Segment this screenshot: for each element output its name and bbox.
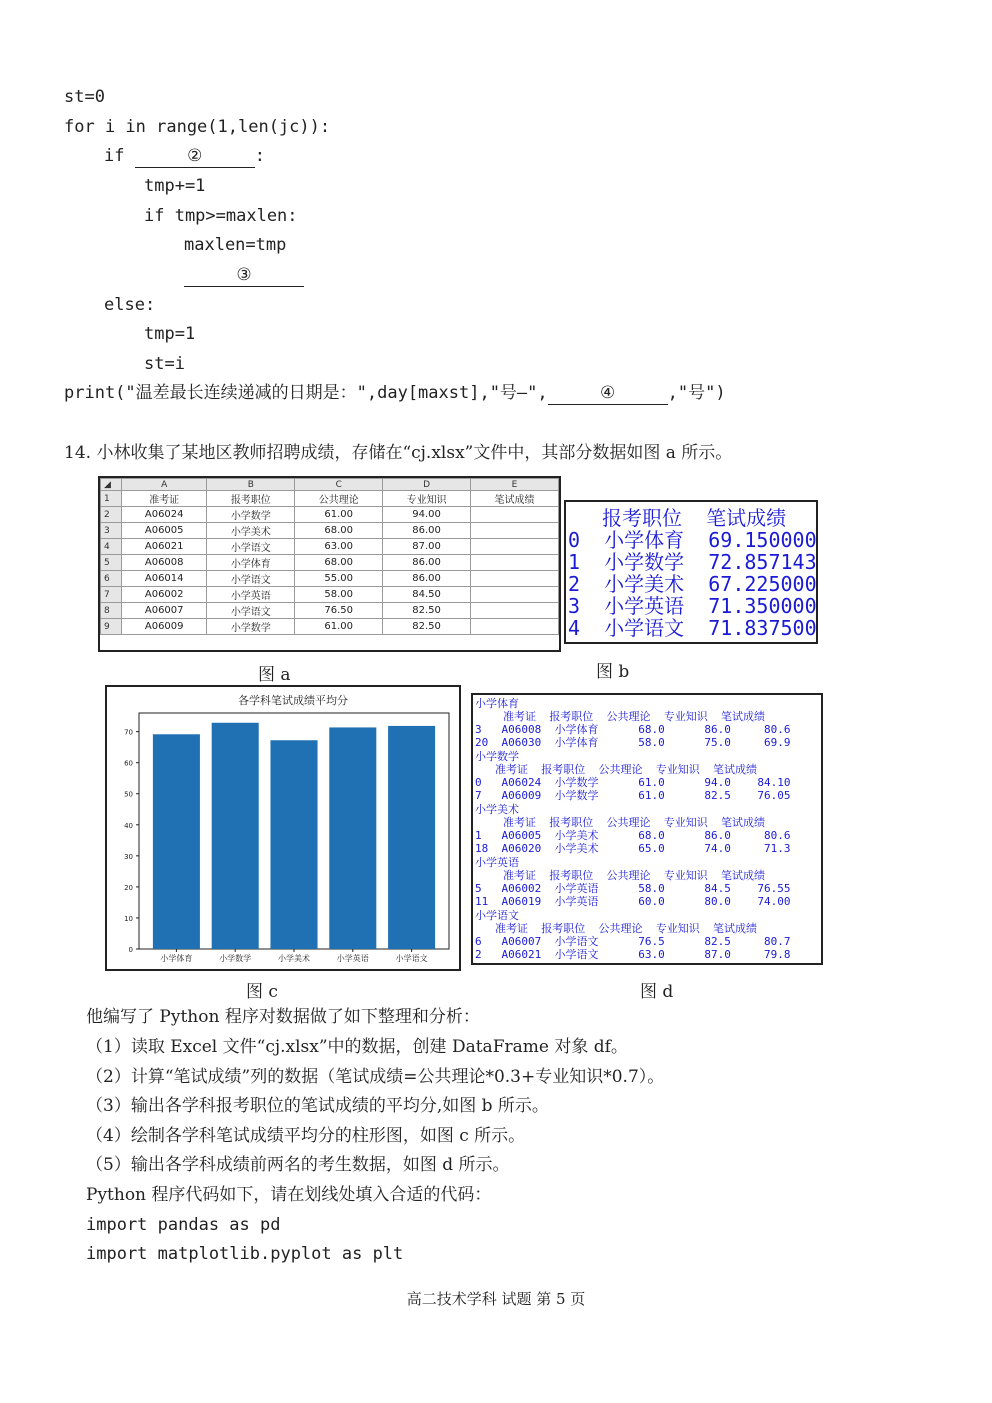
bar xyxy=(270,740,317,949)
question-14-text: 14. 小林收集了某地区教师招聘成绩，存储在“cj.xlsx”文件中，其部分数据如图 a 所示。 xyxy=(64,443,733,463)
y-tick-label: 30 xyxy=(124,852,133,861)
x-tick-label: 小学数学 xyxy=(219,954,252,963)
cell: 68.00 xyxy=(295,523,383,539)
x-tick-label: 小学语文 xyxy=(395,954,428,963)
cell: 小学体育 xyxy=(207,555,295,571)
cell xyxy=(471,571,559,587)
col-letter: E xyxy=(471,479,559,491)
bar xyxy=(329,727,376,949)
cell: 63.00 xyxy=(295,539,383,555)
caption-c: 图 c xyxy=(246,982,278,1002)
code-import-pandas: import pandas as pd xyxy=(86,1215,281,1235)
code-line-5: if tmp>=maxlen: xyxy=(144,206,298,226)
fig-b-row: 2 小学美术 67.225000 xyxy=(568,572,817,596)
y-tick-label: 20 xyxy=(124,883,133,892)
fig-b-row: 3 小学英语 71.350000 xyxy=(568,594,817,618)
row-number: 5 xyxy=(101,555,122,571)
row-number: 4 xyxy=(101,539,122,555)
code-import-matplotlib: import matplotlib.pyplot as plt xyxy=(86,1244,404,1264)
row-number: 7 xyxy=(101,587,122,603)
group-header: 准考证 报考职位 公共理论 专业知识 笔试成绩 xyxy=(503,816,765,829)
cell: 86.00 xyxy=(383,571,471,587)
col-letter: A xyxy=(122,479,207,491)
cell: A06008 xyxy=(122,555,207,571)
table-row xyxy=(101,603,559,619)
table-row xyxy=(101,587,559,603)
figure-d-output xyxy=(471,693,823,965)
header-cell: 准考证 xyxy=(122,491,207,507)
body-line: （3）输出各学科报考职位的笔试成绩的平均分,如图 b 所示。 xyxy=(86,1096,549,1116)
body-line: 他编写了 Python 程序对数据做了如下整理和分析： xyxy=(86,1007,480,1027)
cell: 小学语文 xyxy=(207,539,295,555)
group-header: 准考证 报考职位 公共理论 专业知识 笔试成绩 xyxy=(503,710,765,723)
cell: 76.50 xyxy=(295,603,383,619)
y-tick-label: 70 xyxy=(124,728,133,737)
row-number: 1 xyxy=(101,491,122,507)
group-row: 18 A06020 小学美术 65.0 74.0 71.3 xyxy=(475,842,791,855)
code-line-1: st=0 xyxy=(64,87,105,107)
table-row xyxy=(101,571,559,587)
code-line-9: tmp=1 xyxy=(144,324,196,344)
group-row: 6 A06007 小学语文 76.5 82.5 80.7 xyxy=(475,935,791,948)
cell: 84.50 xyxy=(383,587,471,603)
group-row: 2 A06021 小学语文 63.0 87.0 79.8 xyxy=(475,948,791,961)
spreadsheet-table xyxy=(100,478,559,635)
code-line-print: print("温差最长连续递减的日期是：",day[maxst],"号—", ④ ,"号") xyxy=(64,383,726,403)
cell: 82.50 xyxy=(383,603,471,619)
answer-blank-3: ③ xyxy=(184,264,304,287)
row-number: 6 xyxy=(101,571,122,587)
code-line-7 xyxy=(184,264,304,287)
fig-b-row: 0 小学体育 69.150000 xyxy=(568,528,817,552)
figure-b-output xyxy=(564,500,818,644)
group-row: 3 A06008 小学体育 68.0 86.0 80.6 xyxy=(475,723,791,736)
table-row xyxy=(101,507,559,523)
cell: A06014 xyxy=(122,571,207,587)
row-number: 9 xyxy=(101,619,122,635)
answer-blank-2: ② xyxy=(135,145,255,168)
header-cell: 笔试成绩 xyxy=(471,491,559,507)
group-name: 小学语文 xyxy=(475,909,519,922)
cell: A06002 xyxy=(122,587,207,603)
row-number: 2 xyxy=(101,507,122,523)
column-letters-row xyxy=(101,479,559,491)
code-line-6: maxlen=tmp xyxy=(184,235,287,255)
group-row: 7 A06009 小学数学 61.0 82.5 76.05 xyxy=(475,789,791,802)
row-number: 8 xyxy=(101,603,122,619)
cell: 小学美术 xyxy=(207,523,295,539)
cell: 87.00 xyxy=(383,539,471,555)
cell: 小学语文 xyxy=(207,603,295,619)
group-row: 20 A06030 小学体育 58.0 75.0 69.9 xyxy=(475,736,791,749)
body-line: （2）计算“笔试成绩”列的数据（笔试成绩=公共理论*0.3+专业知识*0.7）。 xyxy=(86,1067,665,1087)
group-row: 5 A06002 小学英语 58.0 84.5 76.55 xyxy=(475,882,791,895)
cell: A06009 xyxy=(122,619,207,635)
cell: 55.00 xyxy=(295,571,383,587)
cell: 86.00 xyxy=(383,523,471,539)
header-cell: 报考职位 xyxy=(207,491,295,507)
row-number: 3 xyxy=(101,523,122,539)
cell xyxy=(471,539,559,555)
group-row: 1 A06005 小学美术 68.0 86.0 80.6 xyxy=(475,829,791,842)
table-row xyxy=(101,619,559,635)
col-letter: C xyxy=(295,479,383,491)
group-name: 小学体育 xyxy=(475,697,519,710)
group-name: 小学英语 xyxy=(475,856,519,869)
cell: A06024 xyxy=(122,507,207,523)
caption-a: 图 a xyxy=(258,665,291,685)
bar xyxy=(153,734,200,949)
cell: A06005 xyxy=(122,523,207,539)
body-line: （4）绘制各学科笔试成绩平均分的柱形图，如图 c 所示。 xyxy=(86,1126,526,1146)
cell: A06021 xyxy=(122,539,207,555)
cell: A06007 xyxy=(122,603,207,619)
cell xyxy=(471,603,559,619)
cell: 61.00 xyxy=(295,507,383,523)
chart-title: 各学科笔试成绩平均分 xyxy=(238,694,348,707)
group-header: 准考证 报考职位 公共理论 专业知识 笔试成绩 xyxy=(503,869,765,882)
code-line-3: if ② : xyxy=(104,146,265,166)
header-cell: 专业知识 xyxy=(383,491,471,507)
bar xyxy=(388,726,435,949)
y-tick-label: 50 xyxy=(124,790,133,799)
cell: 82.50 xyxy=(383,619,471,635)
group-row: 11 A06019 小学英语 60.0 80.0 74.00 xyxy=(475,895,791,908)
code-line-2: for i in range(1,len(jc)): xyxy=(64,117,331,137)
code-line-8: else: xyxy=(104,295,156,315)
fig-b-header: 报考职位 笔试成绩 xyxy=(602,506,787,530)
caption-d: 图 d xyxy=(640,982,674,1002)
cell xyxy=(471,619,559,635)
table-row xyxy=(101,539,559,555)
cell: 小学数学 xyxy=(207,507,295,523)
answer-blank-4: ④ xyxy=(548,382,668,405)
x-tick-label: 小学体育 xyxy=(160,954,193,963)
x-tick-label: 小学英语 xyxy=(336,954,369,963)
cell xyxy=(471,555,559,571)
cell: 86.00 xyxy=(383,555,471,571)
fig-b-row: 1 小学数学 72.857143 xyxy=(568,550,817,574)
table-row xyxy=(101,555,559,571)
cell: 58.00 xyxy=(295,587,383,603)
group-name: 小学美术 xyxy=(475,803,519,816)
y-tick-label: 60 xyxy=(124,759,133,768)
cell xyxy=(471,587,559,603)
cell: 94.00 xyxy=(383,507,471,523)
y-tick-label: 0 xyxy=(128,946,133,954)
cell: 小学语文 xyxy=(207,571,295,587)
y-tick-label: 10 xyxy=(124,914,133,923)
cell: 小学数学 xyxy=(207,619,295,635)
corner-cell: ◢ xyxy=(101,479,122,491)
figure-c-chart xyxy=(105,685,461,971)
bar-chart xyxy=(107,687,459,969)
y-tick-label: 40 xyxy=(124,821,133,830)
cell xyxy=(471,507,559,523)
page-footer: 高二技术学科 试题 第 5 页 xyxy=(406,1290,586,1308)
group-header: 准考证 报考职位 公共理论 专业知识 笔试成绩 xyxy=(495,763,757,776)
col-letter: D xyxy=(383,479,471,491)
group-header: 准考证 报考职位 公共理论 专业知识 笔试成绩 xyxy=(495,922,757,935)
table-row xyxy=(101,523,559,539)
x-tick-label: 小学美术 xyxy=(278,954,310,963)
bar xyxy=(212,723,259,949)
cell xyxy=(471,523,559,539)
body-line: （1）读取 Excel 文件“cj.xlsx”中的数据，创建 DataFrame 对象 df。 xyxy=(86,1037,628,1057)
fig-b-row: 4 小学语文 71.837500 xyxy=(568,616,817,640)
group-row: 0 A06024 小学数学 61.0 94.0 84.10 xyxy=(475,776,791,789)
code-line-4: tmp+=1 xyxy=(144,176,206,196)
body-line: （5）输出各学科成绩前两名的考生数据，如图 d 所示。 xyxy=(86,1155,510,1175)
col-letter: B xyxy=(207,479,295,491)
caption-b: 图 b xyxy=(596,662,630,682)
figure-a-spreadsheet xyxy=(98,476,561,652)
body-line: Python 程序代码如下，请在划线处填入合适的代码： xyxy=(86,1185,492,1205)
cell: 68.00 xyxy=(295,555,383,571)
cell: 61.00 xyxy=(295,619,383,635)
header-row xyxy=(101,491,559,507)
code-line-10: st=i xyxy=(144,354,185,374)
cell: 小学英语 xyxy=(207,587,295,603)
header-cell: 公共理论 xyxy=(295,491,383,507)
group-name: 小学数学 xyxy=(475,750,519,763)
